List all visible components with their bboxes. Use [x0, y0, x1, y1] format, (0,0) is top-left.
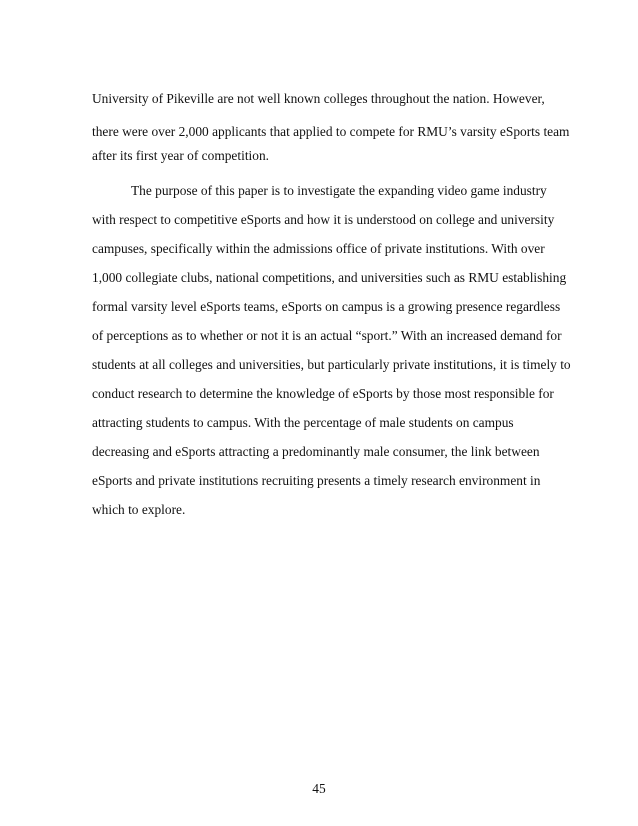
paragraph-line: of perceptions as to whether or not it is an actual “sport.” With an increased demand for: [92, 328, 562, 343]
paragraph-line: University of Pikeville are not well known colleges throughout the nation. However,: [92, 91, 545, 106]
paragraph-line: 1,000 collegiate clubs, national competitions, and universities such as RMU establishing: [92, 270, 567, 285]
paragraph-line: attracting students to campus. With the percentage of male students on campus: [92, 415, 514, 430]
paragraph-line: conduct research to determine the knowledge of eSports by those most responsible for: [92, 386, 554, 401]
paragraph-line: which to explore.: [92, 502, 186, 517]
page-number: 45: [312, 781, 326, 796]
paragraph-line: The purpose of this paper is to investigate the expanding video game industry: [131, 183, 547, 198]
paragraph-line: with respect to competitive eSports and how it is understood on college and university: [92, 212, 555, 227]
paragraph-line: formal varsity level eSports teams, eSports on campus is a growing presence regardless: [92, 299, 561, 314]
paragraph-line: decreasing and eSports attracting a predominantly male consumer, the link between: [92, 444, 540, 459]
paragraph-line: campuses, specifically within the admissions office of private institutions. With over: [92, 241, 545, 256]
paragraph-line: eSports and private institutions recruiting presents a timely research environment in: [92, 473, 541, 488]
paragraph-line: after its first year of competition.: [92, 148, 269, 163]
paragraph-line: students at all colleges and universities, but particularly private institutions, it is timely to: [92, 357, 571, 372]
paragraph-line: there were over 2,000 applicants that applied to compete for RMU’s varsity eSports team: [92, 124, 570, 139]
